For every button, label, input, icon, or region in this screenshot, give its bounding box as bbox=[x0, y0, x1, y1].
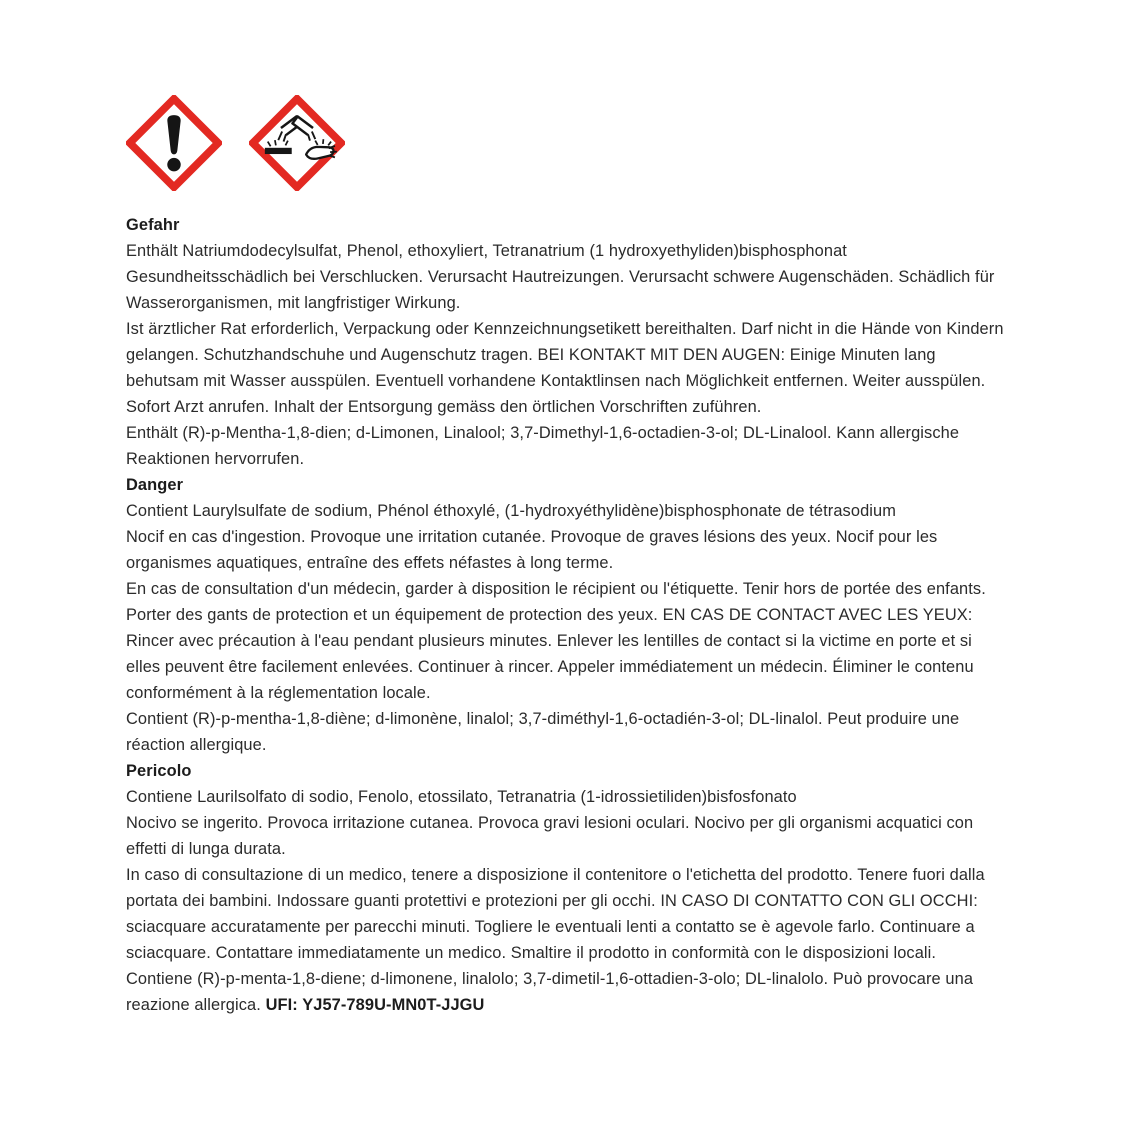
it-ingredients: Contiene Laurilsolfato di sodio, Fenolo, etossilato, Tetranatria (1-idrossietiliden)bisfosfonato bbox=[126, 788, 797, 806]
fr-precautionary-statements: En cas de consultation d'un médecin, garder à disposition le récipient ou l'étiquette. Tenir hors de portée des enfants. Porter des gants de protection et un équipement de protection des yeux. EN CAS DE CONTACT AVEC LES YEUX: Rincer avec précaution à l'eau pendant plusieurs minutes. Enlever les lentilles de contact si la victime en porte et si elles peuvent être facilement enlevées. Continuer à rincer. Appeler immédiatement un médecin. Éliminer le contenu conformément à la réglementation locale. bbox=[126, 580, 986, 702]
fr-allergen-statement: Contient (R)-p-mentha-1,8-diène; d-limonène, linalol; 3,7-diméthyl-1,6-octadién-3-ol; DL-linalol. Peut produire une réaction allergique. bbox=[126, 710, 960, 754]
de-ingredients: Enthält Natriumdodecylsulfat, Phenol, ethoxyliert, Tetranatrium (1 hydroxyethyliden)bisphosphonat bbox=[126, 242, 847, 260]
it-precautionary-statements: In caso di consultazione di un medico, tenere a disposizione il contenitore o l'etichetta del prodotto. Tenere fuori dalla portata dei bambini. Indossare guanti protettivi e protezioni per gli occhi. IN CASO DI CONTATTO CON GLI OCCHI: sciacquare accuratamente per parecchi minuti. Togliere le eventuali lenti a contatto se è agevole farlo. Continuare a sciacquare. Contattare immediatamente un medico. Smaltire il prodotto in conformità con le disposizioni locali. bbox=[126, 866, 985, 962]
exclamation-mark-icon bbox=[126, 95, 222, 191]
section-german bbox=[126, 212, 1008, 472]
signal-word-pericolo: Pericolo bbox=[126, 762, 192, 780]
corrosion-icon bbox=[249, 95, 345, 191]
de-precautionary-statements: Ist ärztlicher Rat erforderlich, Verpackung oder Kennzeichnungsetikett bereithalten. Darf nicht in die Hände von Kindern gelangen. Schutzhandschuhe und Augenschutz tragen. BEI KONTAKT MIT DEN AUGEN: Einige Minuten lang behutsam mit Wasser ausspülen. Eventuell vorhandene Kontaktlinsen nach Möglichkeit entfernen. Weiter ausspülen. Sofort Arzt anrufen. Inhalt der Entsorgung gemäss den örtlichen Vorschriften zuführen. bbox=[126, 320, 1004, 416]
fr-hazard-statements: Nocif en cas d'ingestion. Provoque une irritation cutanée. Provoque de graves lésions des yeux. Nocif pour les organismes aquatiques, entraîne des effets néfastes à long terme. bbox=[126, 528, 938, 572]
section-french bbox=[126, 472, 1008, 758]
ghs-pictograms bbox=[126, 95, 1008, 191]
it-allergen-text: Contiene (R)-p-menta-1,8-diene; d-limonene, linalolo; 3,7-dimetil-1,6-ottadien-3-olo; DL-linalolo. Può provocare una reazione allergica. bbox=[126, 970, 974, 1014]
section-italian bbox=[126, 758, 1008, 1018]
it-hazard-statements: Nocivo se ingerito. Provoca irritazione cutanea. Provoca gravi lesioni oculari. Nocivo per gli organismi acquatici con effetti di lunga durata. bbox=[126, 814, 974, 858]
fr-ingredients: Contient Laurylsulfate de sodium, Phénol éthoxylé, (1-hydroxyéthylidène)bisphosphonate de tétrasodium bbox=[126, 502, 896, 520]
signal-word-gefahr: Gefahr bbox=[126, 216, 180, 234]
de-hazard-statements: Gesundheitsschädlich bei Verschlucken. Verursacht Hautreizungen. Verursacht schwere Augenschäden. Schädlich für Wasserorganismen, mit langfristiger Wirkung. bbox=[126, 268, 995, 312]
hazard-label bbox=[126, 95, 1008, 1018]
ufi-code: UFI: YJ57-789U-MN0T-JJGU bbox=[265, 996, 485, 1014]
signal-word-danger: Danger bbox=[126, 476, 184, 494]
it-allergen-statement bbox=[126, 966, 1008, 1018]
de-allergen-statement: Enthält (R)-p-Mentha-1,8-dien; d-Limonen, Linalool; 3,7-Dimethyl-1,6-octadien-3-ol; DL-Linalool. Kann allergische Reaktionen hervorrufen. bbox=[126, 424, 960, 468]
